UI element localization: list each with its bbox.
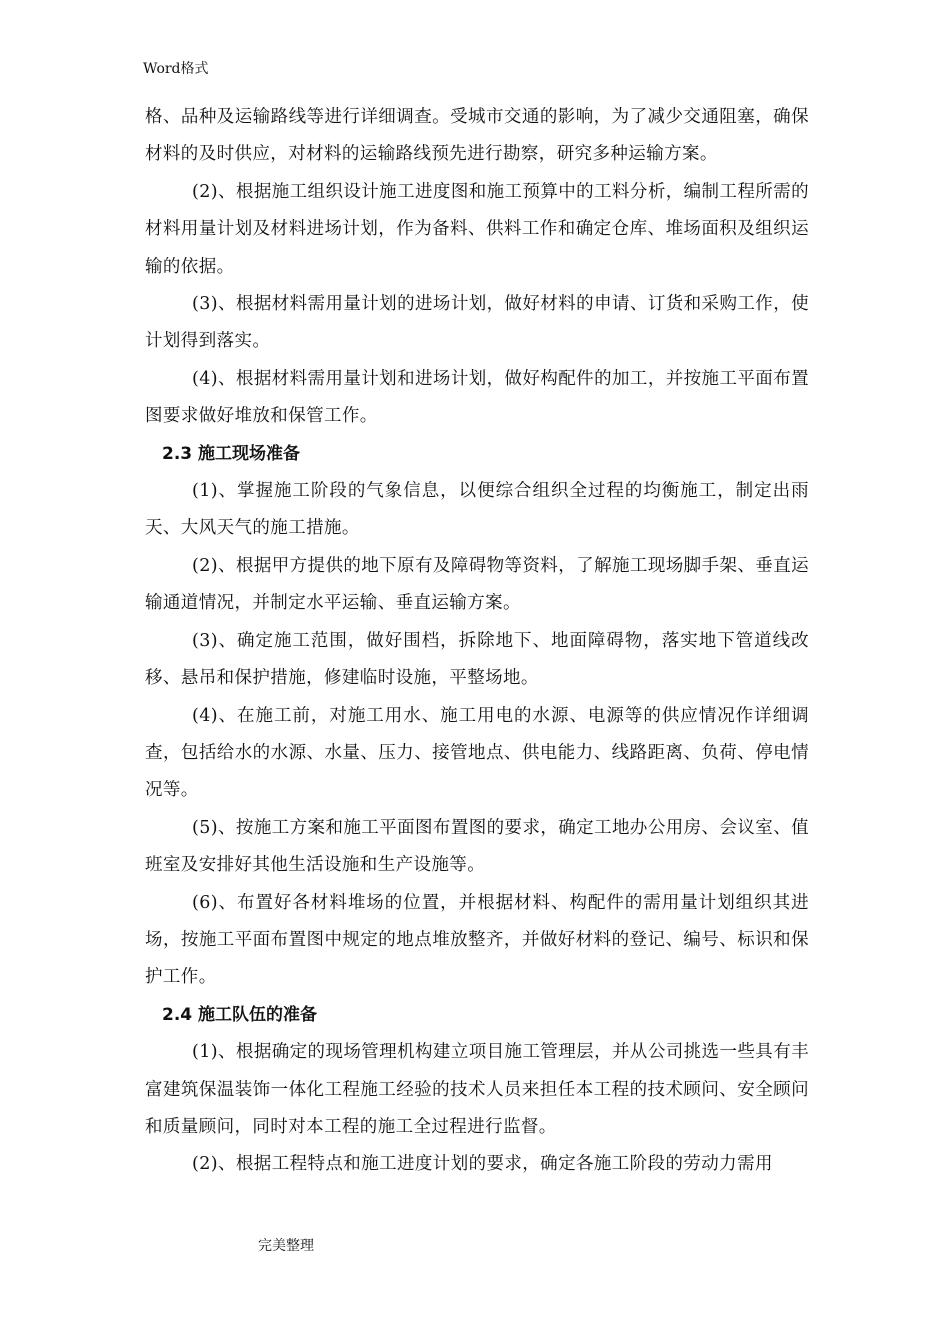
paragraph-utilities: (4)、在施工前，对施工用水、施工用电的水源、电源等的供应情况作详细调查，包括给水的水源、水量、压力、接管地点、供电能力、线路距离、负荷、停电情况等。 <box>145 705 809 801</box>
paragraph-stockyard: (6)、布置好各材料堆场的位置，并根据材料、构配件的需用量计划组织其进场，按施工平面布置图中规定的地点堆放整齐，并做好材料的登记、编号、标识和保护工作。 <box>145 892 809 988</box>
page-footer: 完美整理 <box>258 1238 314 1254</box>
paragraph-continued: 格、品种及运输路线等进行详细调查。受城市交通的影响，为了减少交通阻塞，确保材料的及时供应，对材料的运输路线预先进行勘察，研究多种运输方案。 <box>145 107 809 165</box>
paragraph-material-plan: (2)、根据施工组织设计施工进度图和施工预算中的工料分析，编制工程所需的材料用量计划及材料进场计划，作为备料、供料工作和确定仓库、堆场面积及组织运输的依据。 <box>145 181 809 277</box>
paragraph-site-scope: (3)、确定施工范围，做好围档，拆除地下、地面障碍物，落实地下管道线改移、悬吊和保护措施，修建临时设施，平整场地。 <box>145 630 809 689</box>
paragraph-facilities: (5)、按施工方案和施工平面图布置图的要求，确定工地办公用房、会议室、值班室及安排好其他生活设施和生产设施等。 <box>145 817 809 876</box>
paragraph-components: (4)、根据材料需用量计划和进场计划，做好构配件的加工，并按施工平面布置图要求做好堆放和保管工作。 <box>145 368 809 427</box>
page-header: Word格式 <box>143 61 209 77</box>
section-heading-2-4: 2.4 施工队伍的准备 <box>162 1004 318 1025</box>
paragraph-procurement: (3)、根据材料需用量计划的进场计划，做好材料的申请、订货和采购工作，使计划得到落实。 <box>145 294 809 352</box>
paragraph-management: (1)、根据确定的现场管理机构建立项目施工管理层，并从公司挑选一些具有丰富建筑保温装饰一体化工程施工经验的技术人员来担任本工程的技术顾问、安全顾问和质量顾问，同时对本工程的施工全过程进行监督。 <box>145 1042 809 1137</box>
section-heading-2-3: 2.3 施工现场准备 <box>162 443 301 464</box>
document-body <box>145 99 809 1184</box>
paragraph-obstacles: (2)、根据甲方提供的地下原有及障碍物等资料，了解施工现场脚手架、垂直运输通道情况，并制定水平运输、垂直运输方案。 <box>145 555 809 614</box>
paragraph-weather: (1)、掌握施工阶段的气象信息，以便综合组织全过程的均衡施工，制定出雨天、大风天气的施工措施。 <box>145 481 809 539</box>
paragraph-labor: (2)、根据工程特点和施工进度计划的要求，确定各施工阶段的劳动力需用 <box>192 1154 773 1175</box>
